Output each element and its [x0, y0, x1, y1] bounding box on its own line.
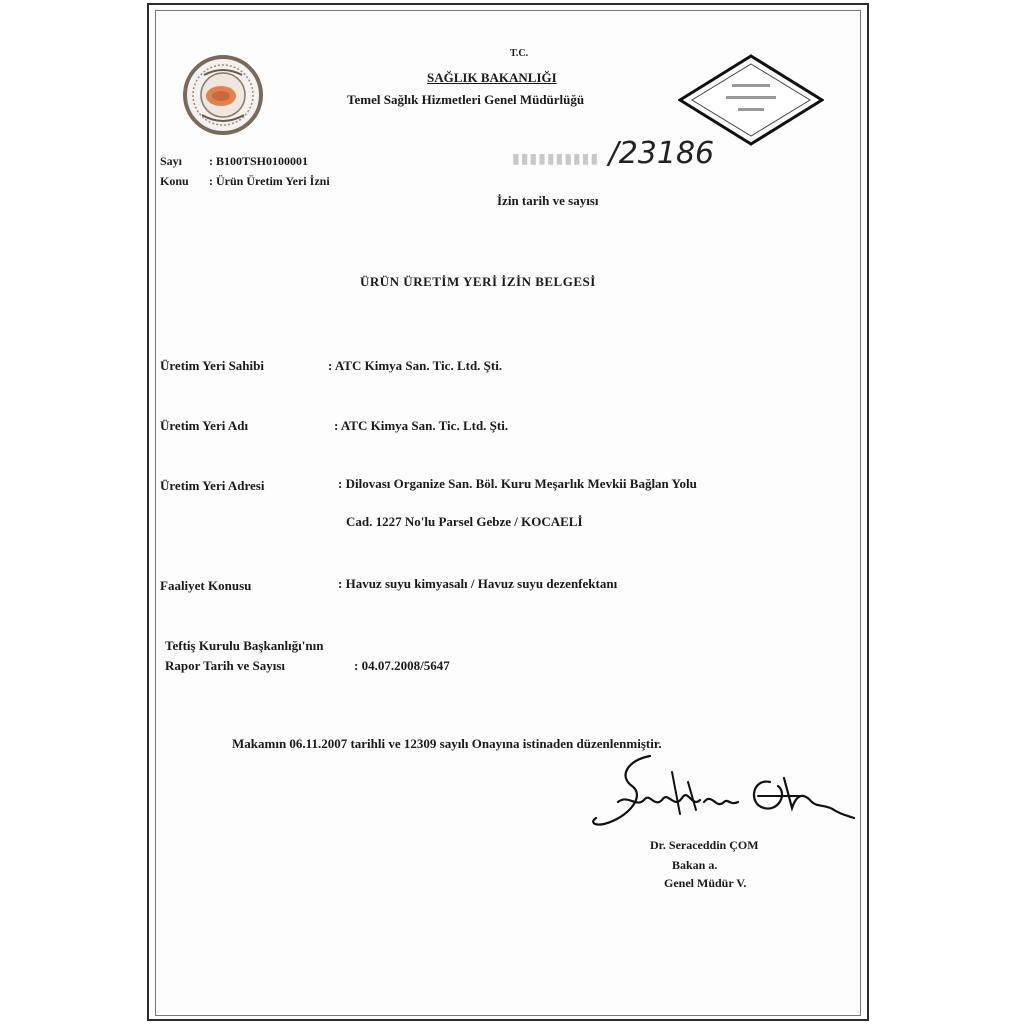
reference-subject-row: Konu : Ürün Üretim Yeri İzni	[160, 174, 330, 188]
ministry-seal	[180, 55, 266, 135]
signatory-name: Dr. Seraceddin ÇOM	[650, 838, 759, 852]
field-label-name: Üretim Yeri Adı	[160, 418, 249, 433]
closing-statement: Makamın 06.11.2007 tarihli ve 12309 sayılı Onayına istinaden düzenlenmiştir.	[232, 736, 662, 751]
handwritten-number: ▮▮▮▮▮▮▮▮▮▮ /23186	[512, 136, 715, 171]
field-value-name: : ATC Kimya San. Tic. Ltd. Şti.	[334, 418, 509, 433]
signatory-role-line1: Bakan a.	[672, 858, 718, 872]
field-label-activity: Faaliyet Konusu	[160, 578, 252, 593]
permit-date-line: İzin tarih ve sayısı	[497, 193, 599, 208]
handwritten-signature	[588, 752, 858, 844]
reference-number-row: Sayı : B100TSH0100001	[160, 154, 309, 168]
reference-number-label: Sayı	[160, 154, 183, 168]
header-country: T.C.	[510, 48, 529, 59]
handwritten-number-text: /23186	[608, 136, 715, 171]
document-title: ÜRÜN ÜRETİM YERİ İZİN BELGESİ	[360, 274, 596, 289]
field-value-owner: : ATC Kimya San. Tic. Ltd. Şti.	[328, 358, 503, 373]
reference-subject-label: Konu	[160, 174, 189, 188]
field-value-address-line2: Cad. 1227 No'lu Parsel Gebze / KOCAELİ	[346, 514, 583, 529]
diamond-stamp	[678, 54, 824, 146]
commission-line1: Teftiş Kurulu Başkanlığı'nın	[165, 638, 324, 653]
field-label-owner: Üretim Yeri Sahibi	[160, 358, 264, 373]
header-directorate: Temel Sağlık Hizmetleri Genel Müdürlüğü	[347, 92, 585, 107]
reference-subject-value: Ürün Üretim Yeri İzni	[216, 174, 330, 188]
field-value-address-line1: : Dilovası Organize San. Böl. Kuru Meşarlık Mevkii Bağlan Yolu	[338, 476, 697, 491]
signatory-role-line2: Genel Müdür V.	[664, 876, 747, 890]
commission-report-value: : 04.07.2008/5647	[354, 658, 450, 673]
reference-number-value: B100TSH0100001	[216, 154, 309, 168]
header-ministry: SAĞLIK BAKANLIĞI	[427, 70, 557, 85]
field-value-activity: : Havuz suyu kimyasalı / Havuz suyu dezenfektanı	[338, 576, 618, 591]
field-label-address: Üretim Yeri Adresi	[160, 478, 265, 493]
commission-report-label: Rapor Tarih ve Sayısı	[165, 658, 286, 673]
